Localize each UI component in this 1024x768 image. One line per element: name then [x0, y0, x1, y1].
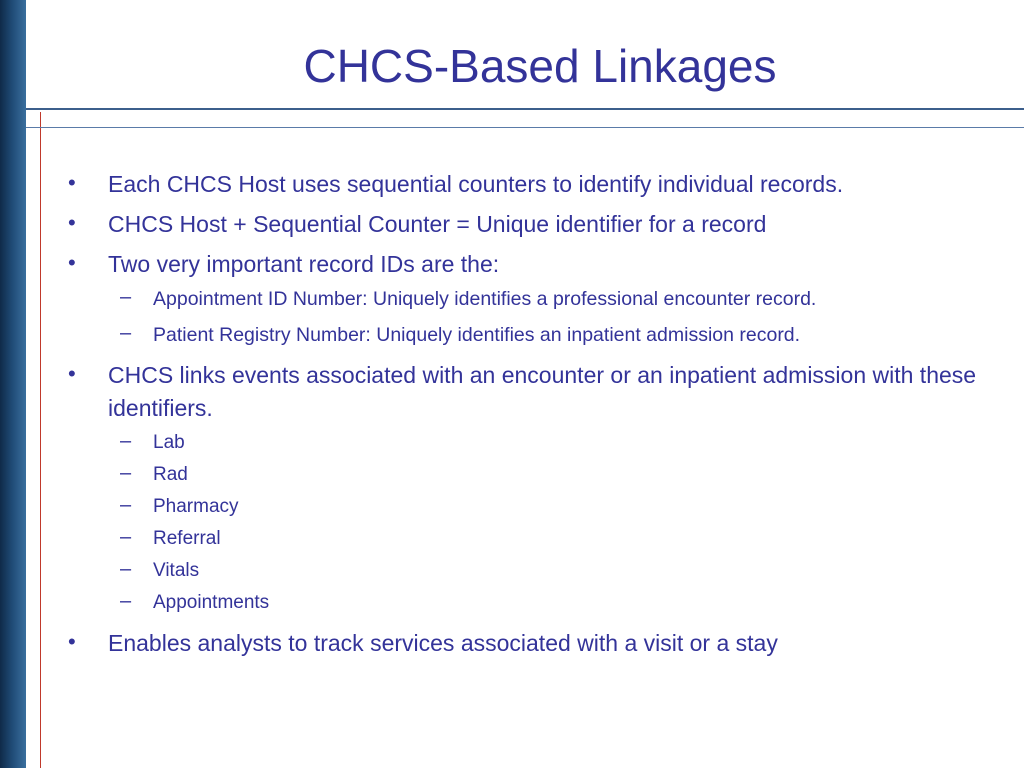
bullet-text: Enables analysts to track services associated with a visit or a stay: [108, 630, 778, 656]
sub-bullet-item: [66, 525, 986, 553]
bullet-item: [66, 627, 986, 660]
bullet-item: [66, 248, 986, 281]
bullet-item: [66, 208, 986, 241]
left-accent-bar: [0, 0, 26, 768]
sub-bullet-text: Patient Registry Number: Uniquely identifies an inpatient admission record.: [153, 324, 801, 346]
dash-icon: –: [120, 494, 132, 516]
bullet-icon: •: [68, 629, 76, 654]
bullet-text: CHCS Host + Sequential Counter = Unique identifier for a record: [108, 211, 767, 237]
sub-bullet-text: Vitals: [153, 560, 200, 581]
dash-icon: –: [120, 286, 132, 308]
dash-icon: –: [120, 322, 132, 344]
dash-icon: –: [120, 558, 132, 580]
bullet-icon: •: [68, 210, 76, 235]
header-rule-bottom: [26, 127, 1024, 128]
sub-bullet-item: [66, 429, 986, 457]
slide-title: CHCS-Based Linkages: [303, 40, 777, 92]
sub-bullet-item: [66, 321, 986, 349]
header-rule-top: [26, 108, 1024, 110]
slide-body: [66, 168, 986, 667]
sub-bullet-text: Appointment ID Number: Uniquely identifies a professional encounter record.: [153, 288, 817, 310]
sub-bullet-item: [66, 461, 986, 489]
dash-icon: –: [120, 526, 132, 548]
bullet-item: [66, 359, 986, 425]
sub-bullet-item: [66, 557, 986, 585]
bullet-text: CHCS links events associated with an encounter or an inpatient admission with these identifiers.: [108, 362, 977, 421]
sub-bullet-text: Pharmacy: [153, 496, 239, 517]
bullet-item: [66, 168, 986, 201]
sub-bullet-text: Lab: [153, 432, 185, 453]
sub-bullet-item: [66, 285, 986, 313]
bullet-icon: •: [68, 250, 76, 275]
bullet-icon: •: [68, 361, 76, 386]
sub-bullet-text: Appointments: [153, 592, 270, 613]
dash-icon: –: [120, 590, 132, 612]
sub-bullet-item: [66, 493, 986, 521]
bullet-icon: •: [68, 170, 76, 195]
sub-bullet-text: Rad: [153, 464, 188, 485]
dash-icon: –: [120, 430, 132, 452]
vertical-red-rule: [40, 112, 41, 768]
bullet-text: Each CHCS Host uses sequential counters to identify individual records.: [108, 171, 844, 197]
dash-icon: –: [120, 462, 132, 484]
sub-bullet-item: [66, 589, 986, 617]
bullet-text: Two very important record IDs are the:: [108, 251, 500, 277]
sub-bullet-text: Referral: [153, 528, 221, 549]
